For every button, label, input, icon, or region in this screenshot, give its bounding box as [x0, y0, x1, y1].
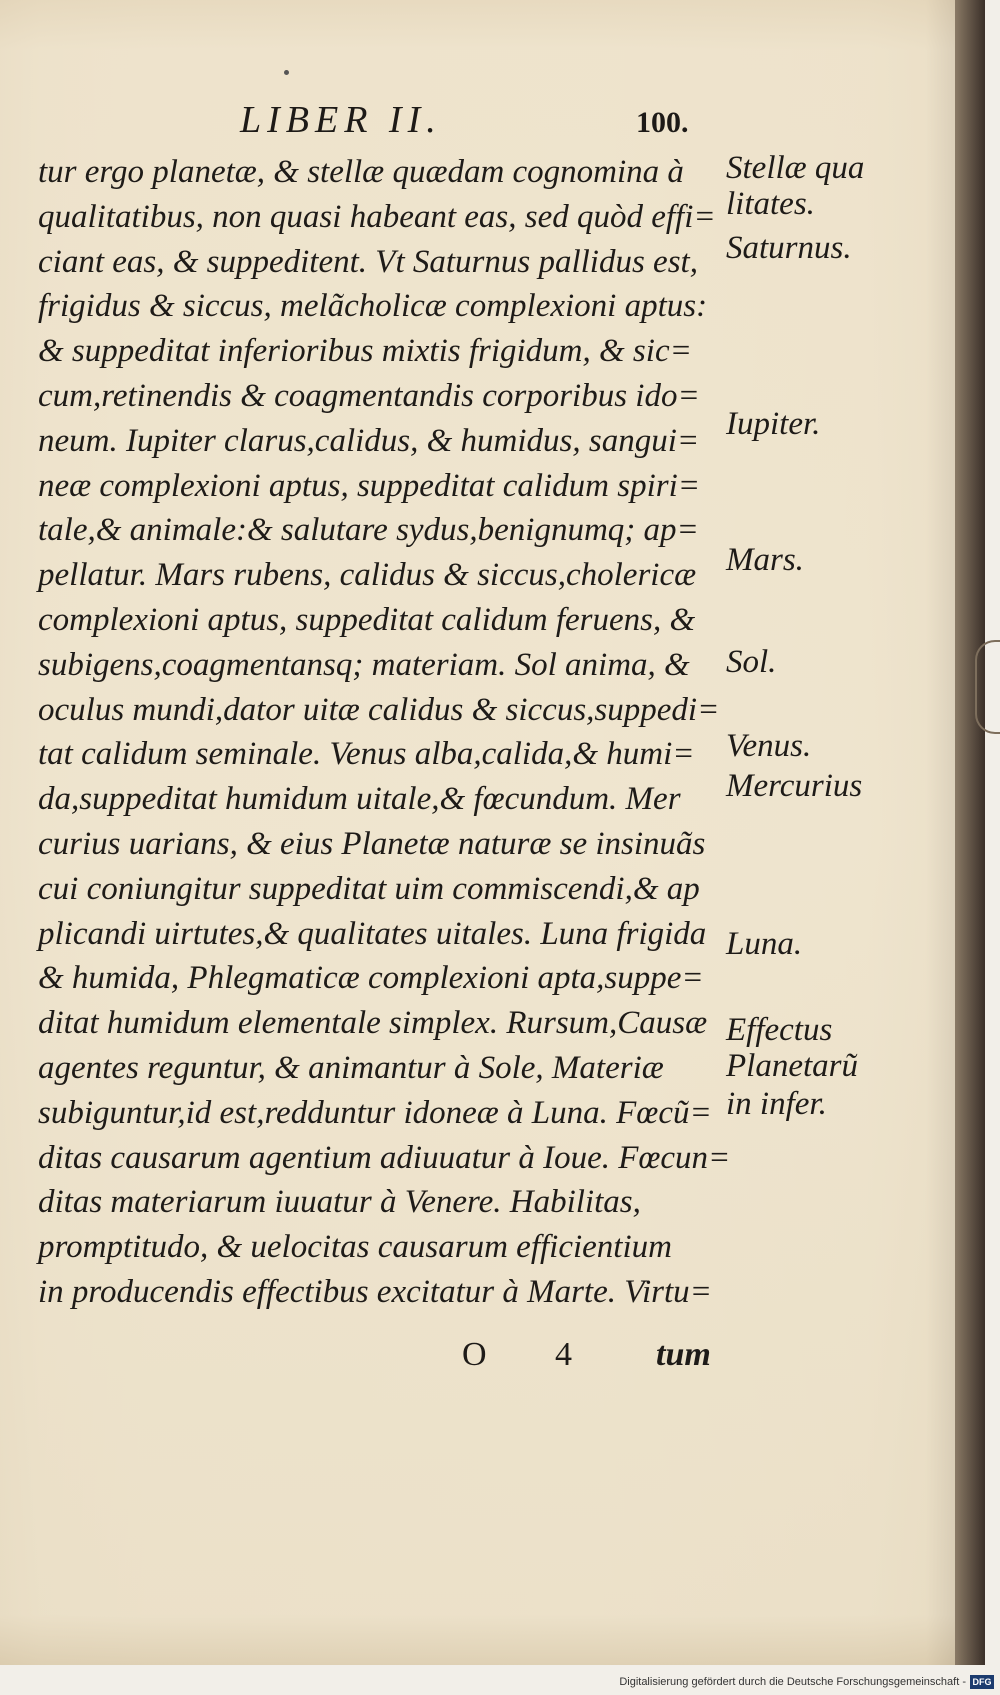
- margin-note-iupiter: Iupiter.: [726, 406, 821, 442]
- text-line: neæ complexioni aptus, suppeditat calidum spiri=: [38, 467, 701, 504]
- text-line: subiguntur,id est,redduntur idoneæ à Luna. Fœcũ=: [38, 1094, 712, 1131]
- text-line: & humida, Phlegmaticæ complexioni apta,suppe=: [38, 960, 704, 997]
- text-line: tale,& animale:& salutare sydus,benignumq; ap=: [38, 512, 699, 549]
- text-line: curius uarians, & eius Planetæ naturæ se insinuãs: [38, 825, 706, 862]
- margin-note-mercurius: Mercurius: [726, 768, 863, 804]
- text-line: pellatur. Mars rubens, calidus & siccus,cholericæ: [38, 557, 697, 594]
- text-line: in producendis effectibus excitatur à Marte. Virtu=: [38, 1273, 712, 1310]
- text-line: da,suppeditat humidum uitale,& fœcundum. Mer: [38, 781, 681, 818]
- text-line: cui coniungitur suppeditat uim commiscendi,& ap: [38, 870, 700, 907]
- text-line: agentes reguntur, & animantur à Sole, Materiæ: [38, 1049, 664, 1086]
- text-line: promptitudo, & uelocitas causarum efficientium: [38, 1229, 672, 1266]
- margin-note-stellae: Stellæ qua: [726, 150, 865, 186]
- margin-note-effectus: Effectus: [726, 1012, 833, 1048]
- margin-note-mars: Mars.: [726, 542, 804, 578]
- running-header-title: LIBER II.: [240, 99, 442, 141]
- margin-note-luna: Luna.: [726, 926, 803, 962]
- text-line: complexioni aptus, suppeditat calidum feruens, &: [38, 601, 696, 638]
- margin-note-qualitates: litates.: [726, 186, 815, 222]
- ink-dot: [284, 70, 289, 75]
- text-line: subigens,coagmentansq; materiam. Sol anima, &: [38, 646, 690, 683]
- main-text-block: [38, 150, 731, 1315]
- catchword: tum: [656, 1336, 711, 1373]
- margin-note-venus: Venus.: [726, 728, 812, 764]
- dfg-logo: DFG: [970, 1675, 994, 1689]
- text-line: & suppeditat inferioribus mixtis frigidum, & sic=: [38, 333, 692, 370]
- text-line: tur ergo planetæ, & stellæ quædam cognomina à: [38, 154, 684, 190]
- text-line: plicandi uirtutes,& qualitates uitales. Luna frigida: [38, 915, 707, 952]
- text-line: ditas materiarum iuuatur à Venere. Habilitas,: [38, 1184, 641, 1221]
- margin-note-saturnus: Saturnus.: [726, 230, 852, 266]
- text-line: neum. Iupiter clarus,calidus, & humidus, sangui=: [38, 422, 700, 459]
- text-line: qualitatibus, non quasi habeant eas, sed quòd effi=: [38, 198, 716, 235]
- page-number: 100.: [636, 106, 689, 139]
- text-line: ditat humidum elementale simplex. Rursum,Causæ: [38, 1005, 708, 1042]
- text-line: oculus mundi,dator uitæ calidus & siccus,suppedi=: [38, 691, 720, 728]
- digitization-credit: Digitalisierung gefördert durch die Deutsche Forschungsgemeinschaft -: [619, 1676, 966, 1688]
- margin-note-planetarum: Planetarũ: [726, 1048, 858, 1084]
- signature-mark: O 4: [462, 1336, 603, 1373]
- text-line: frigidus & siccus, melãcholicæ complexioni aptus:: [38, 288, 708, 325]
- margin-note-in-infer: in infer.: [726, 1086, 827, 1122]
- binding-tab: [975, 640, 1000, 734]
- margin-note-sol: Sol.: [726, 644, 777, 680]
- text-line: tat calidum seminale. Venus alba,calida,& humi=: [38, 736, 695, 773]
- text-line: ditas causarum agentium adiuuatur à Ioue. Fœcun=: [38, 1139, 731, 1176]
- text-line: cum,retinendis & coagmentandis corporibus ido=: [38, 377, 700, 414]
- text-line: ciant eas, & suppeditent. Vt Saturnus pallidus est,: [38, 243, 698, 280]
- page-edge-shadow: [955, 0, 985, 1665]
